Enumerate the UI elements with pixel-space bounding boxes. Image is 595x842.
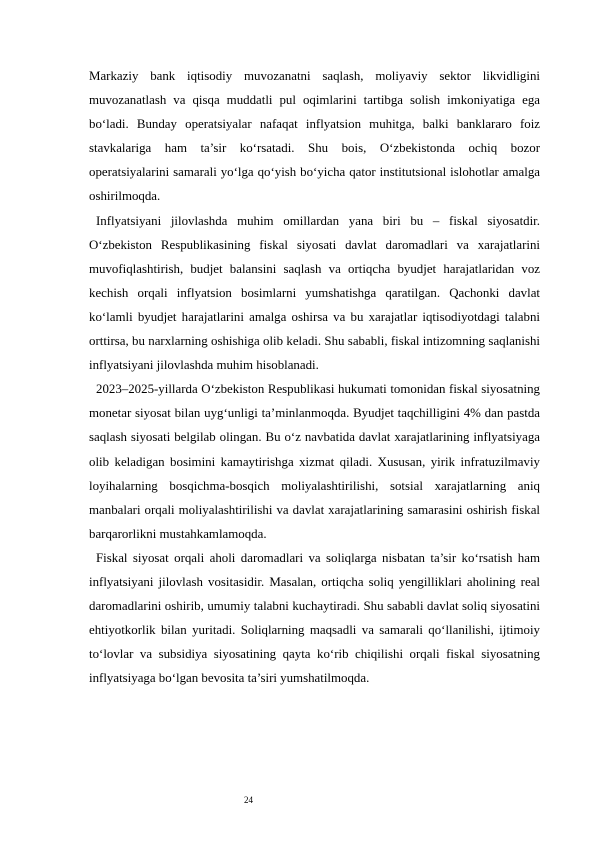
paragraph-budget-deficit: 2023–2025-yillarda O‘zbekiston Respublikasi hukumati tomonidan fiskal siyosatning monetar siyosat bilan uyg‘unligi ta’minlanmoqda. Byudjet taqchilligini 4% dan pastda saqlash siyosati belgilab olingan. Bu o‘z navbatida davlat xarajatlarining inflyatsiyaga olib keladigan bosimini kamaytirishga xizmat qiladi. Xususan, yirik infratuzilmaviy loyihalarning bosqichma-bosqich moliyalashtirilishi, sotsial xarajatlarning aniq manbalari orqali moliyalashtirilishi va davlat xarajatlarining samarasini oshirish fiskal barqarorlikni mustahkamlamoqda. [89, 382, 540, 541]
document-page [89, 64, 540, 690]
paragraph-fiscal-policy: Inflyatsiyani jilovlashda muhim omillardan yana biri bu – fiskal siyosatdir. O‘zbekiston Respublikasining fiskal siyosati davlat daromadlari va xarajatlarini muvofiqlashtirish, budjet balansini saqlash va ortiqcha byudjet harajatlaridan voz kechish orqali inflyatsion bosimlarni yumshatishga qaratilgan. Qachonki davlat ko‘lamli byudjet harajatlarini amalga oshirsa va bu xarajatlar iqtisodiyotdagi talabni orttirsa, bu narxlarning oshishiga olib keladi. Shu sababli, fiskal intizomning saqlanishi inflyatsiyani jilovlashda muhim hisoblanadi. [89, 213, 540, 373]
page-number: 24 [244, 795, 253, 805]
paragraph-tax-policy: Fiskal siyosat orqali aholi daromadlari va soliqlarga nisbatan ta’sir ko‘rsatish ham inflyatsiyani jilovlash vositasidir. Masalan, ortiqcha soliq yengilliklari aholining real daromadlarini oshirib, umumiy talabni kuchaytiradi. Shu sababli davlat soliq siyosatini ehtiyotkorlik bilan yuritadi. Soliqlarning maqsadli va samarali qo‘llanilishi, ijtimoiy to‘lovlar va subsidiya siyosatining qayta ko‘rib chiqilishi orqali fiskal siyosatning inflyatsiyaga bo‘lgan bevosita ta’siri yumshatilmoqda. [89, 550, 540, 686]
paragraph-open-market-operations: Markaziy bank iqtisodiy muvozanatni saqlash, moliyaviy sektor likvidligini muvozanatlash va qisqa muddatli pul oqimlarini tartibga solish imkoniyatiga ega bo‘ladi. Bunday operatsiyalar nafaqat inflyatsion muhitga, balki banklararo foiz stavkalariga ham ta’sir ko‘rsatadi. Shu bois, O‘zbekistonda ochiq bozor operatsiyalarini samarali yo‘lga qo‘yish bo‘yicha qator institutsional islohotlar amalga oshirilmoqda. [89, 69, 540, 204]
